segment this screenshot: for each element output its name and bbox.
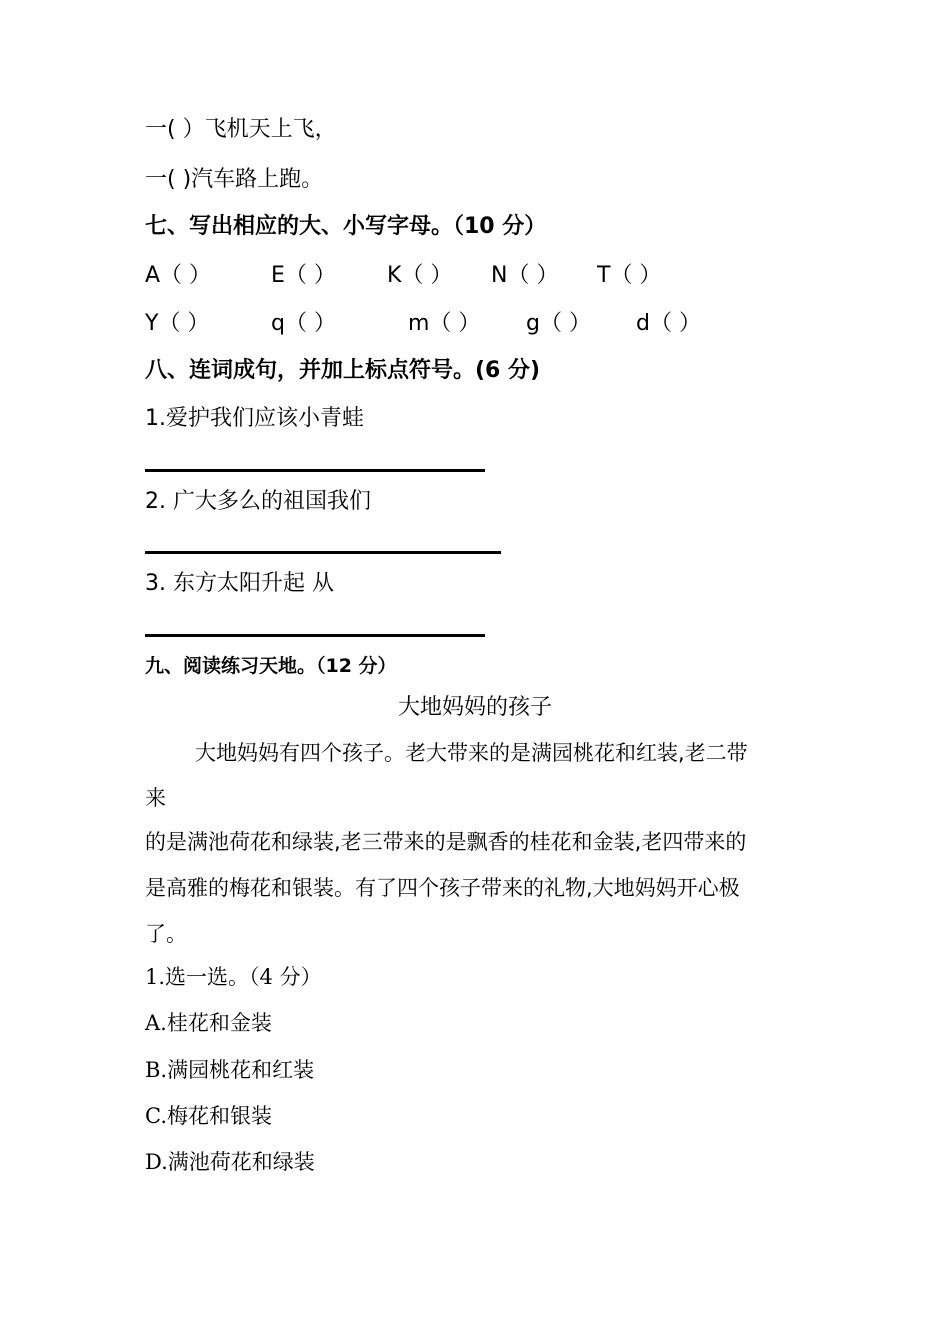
letter-blank-N: N（ ） bbox=[491, 263, 559, 288]
poem-line-1: 一( ）飞机天上飞， bbox=[145, 117, 337, 142]
letter-blank-d: d（ ） bbox=[636, 311, 701, 336]
paragraph-line-4: 是高雅的梅花和银装。有了四个孩子带来的礼物,大地妈妈开心极 bbox=[145, 876, 740, 900]
option-d: D.满池荷花和绿装 bbox=[145, 1150, 315, 1174]
letter-blank-A: A（ ） bbox=[145, 263, 212, 288]
answer-line-2 bbox=[145, 551, 501, 554]
poem-line-2: 一( )汽车路上跑。 bbox=[145, 167, 324, 192]
section-7-heading: 七、写出相应的大、小写字母。（10 分） bbox=[145, 214, 547, 239]
letter-blank-T: T（ ） bbox=[597, 263, 662, 288]
letter-blank-g: g（ ） bbox=[526, 311, 591, 336]
option-a: A.桂花和金装 bbox=[145, 1011, 272, 1035]
paragraph-line-2: 来 bbox=[145, 786, 166, 810]
paragraph-line-3: 的是满池荷花和绿装,老三带来的是飘香的桂花和金装,老四带来的 bbox=[145, 830, 747, 854]
letter-blank-m: m（ ） bbox=[408, 311, 481, 336]
paragraph-line-5: 了。 bbox=[145, 922, 187, 946]
letter-blank-q: q（ ） bbox=[271, 311, 336, 336]
sentence-item-3: 3. 东方太阳升起 从 bbox=[145, 571, 334, 596]
sentence-item-1: 1.爱护我们应该小青蛙 bbox=[145, 406, 364, 431]
section-9-heading: 九、阅读练习天地。（12 分） bbox=[145, 655, 397, 677]
sentence-item-2: 2. 广大多么的祖国我们 bbox=[145, 489, 371, 514]
section-8-heading: 八、连词成句，并加上标点符号。(6 分) bbox=[145, 358, 541, 383]
letter-blank-Y: Y（ ） bbox=[145, 311, 210, 336]
story-title: 大地妈妈的孩子 bbox=[397, 695, 552, 720]
option-c: C.梅花和银装 bbox=[145, 1104, 272, 1128]
option-b: B.满园桃花和红装 bbox=[145, 1058, 315, 1082]
paragraph-line-1: 大地妈妈有四个孩子。老大带来的是满园桃花和红装,老二带 bbox=[195, 741, 748, 765]
letters-row-2 bbox=[145, 309, 736, 339]
letters-row-1 bbox=[145, 261, 697, 291]
letter-blank-K: K（ ） bbox=[387, 263, 453, 288]
question-1: 1.选一选。（4 分） bbox=[145, 965, 322, 989]
letter-blank-E: E（ ） bbox=[271, 263, 336, 288]
answer-line-1 bbox=[145, 469, 485, 472]
answer-line-3 bbox=[145, 634, 485, 637]
